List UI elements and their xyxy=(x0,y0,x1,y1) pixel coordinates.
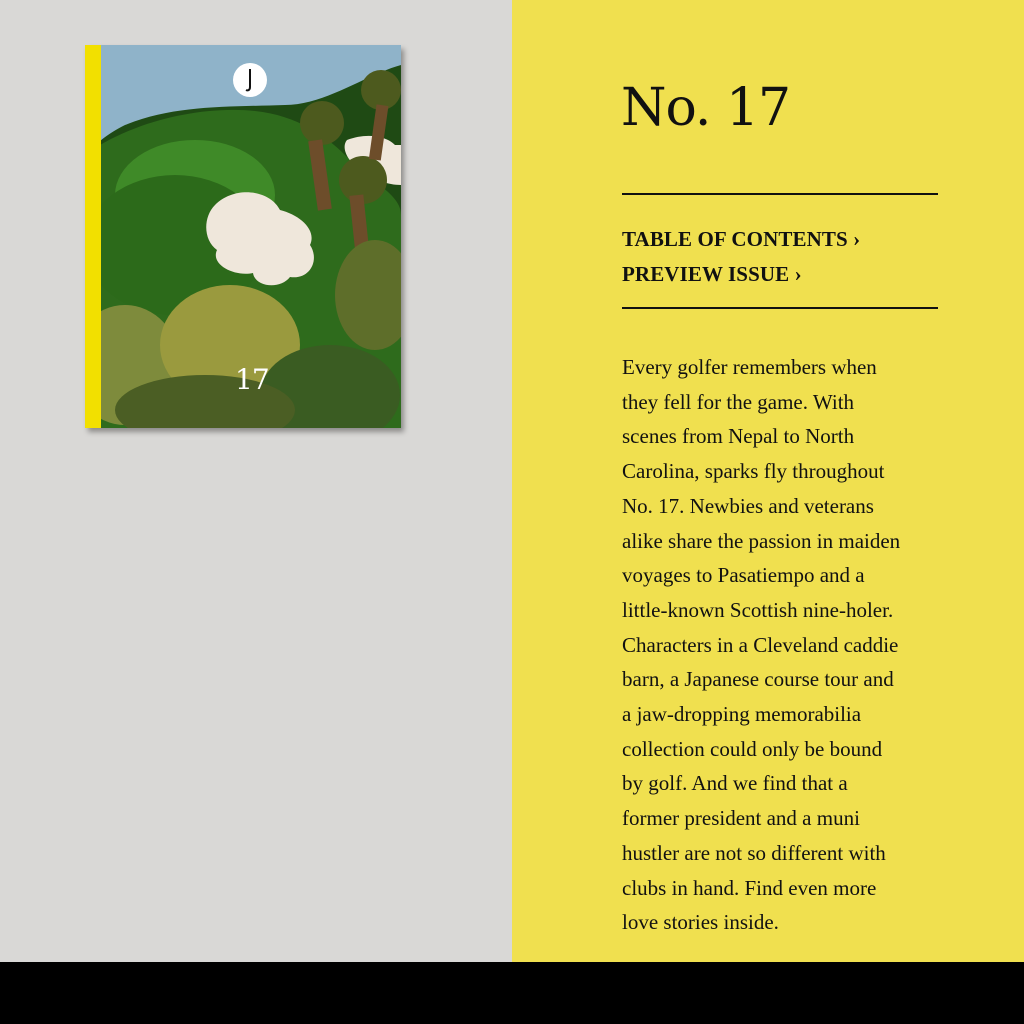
description-line: clubs in hand. Find even more xyxy=(622,875,877,900)
bottom-bar xyxy=(0,962,1024,1024)
logo-icon xyxy=(233,63,267,97)
description-line: hustler are not so different with xyxy=(622,840,886,865)
preview-issue-link[interactable]: PREVIEW ISSUE › xyxy=(622,262,802,286)
cover-panel xyxy=(0,0,512,962)
issue-title: No. 17 xyxy=(621,78,791,138)
description-line: a jaw-dropping memorabilia xyxy=(622,702,862,727)
description-line: scenes from Nepal to North xyxy=(622,424,855,449)
description-line: love stories inside. xyxy=(622,910,779,935)
description-line: voyages to Pasatiempo and a xyxy=(622,563,865,588)
description-line: barn, a Japanese course tour and xyxy=(622,667,894,692)
issue-links xyxy=(622,222,942,292)
description-line: collection could only be bound xyxy=(622,736,883,761)
description-line: No. 17. Newbies and veterans xyxy=(622,493,874,518)
description-line: by golf. And we find that a xyxy=(622,771,848,796)
description-line: Every golfer remembers when xyxy=(622,355,877,379)
description-line: alike share the passion in maiden xyxy=(622,528,901,553)
cover-issue-number: 17 xyxy=(235,363,269,396)
magazine-cover[interactable] xyxy=(85,45,401,428)
description-line: former president and a muni xyxy=(622,806,860,831)
description-line: they fell for the game. With xyxy=(622,389,855,414)
divider-bottom xyxy=(622,307,938,309)
issue-description xyxy=(622,350,942,940)
divider-top xyxy=(622,193,938,195)
table-of-contents-link[interactable]: TABLE OF CONTENTS › xyxy=(622,227,861,251)
description-line: little-known Scottish nine-holer. xyxy=(622,597,894,622)
description-line: Characters in a Cleveland caddie xyxy=(622,632,899,657)
description-line: Carolina, sparks fly throughout xyxy=(622,459,885,484)
